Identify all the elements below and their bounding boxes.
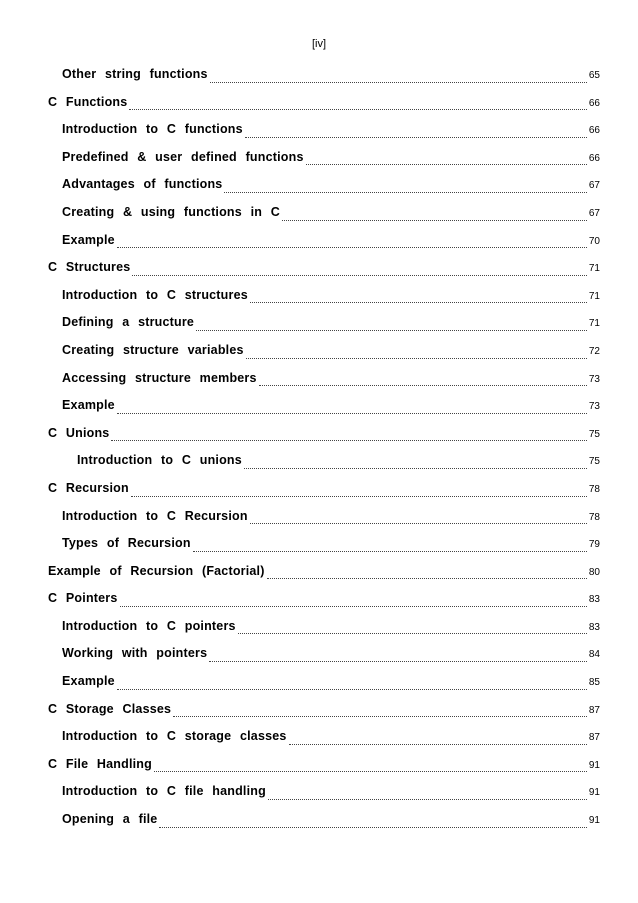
toc-dot-leader xyxy=(173,716,587,717)
toc-entry-title: Other string functions xyxy=(62,67,208,81)
toc-entry[interactable] xyxy=(48,149,600,177)
toc-entry-title: Working with pointers xyxy=(62,646,208,661)
toc-entry-page: 72 xyxy=(588,345,600,357)
toc-entry-title: Example xyxy=(62,674,115,689)
toc-entry-page: 78 xyxy=(588,511,600,523)
page-number: [iv] xyxy=(311,38,327,50)
toc-entry[interactable] xyxy=(48,811,600,839)
toc-dot-leader xyxy=(117,413,587,414)
toc-entry-page: 91 xyxy=(588,815,600,827)
toc-dot-leader xyxy=(250,302,587,303)
toc-entry[interactable] xyxy=(48,480,600,508)
toc-entry-page: 83 xyxy=(588,594,600,606)
toc-entry[interactable] xyxy=(48,425,600,453)
toc-dot-leader xyxy=(250,523,587,524)
toc-entry-page: 66 xyxy=(588,125,600,137)
toc-entry[interactable] xyxy=(48,783,600,811)
toc-dot-leader xyxy=(132,275,586,276)
toc-entry-title: Defining a structure xyxy=(62,315,195,330)
toc-entry-title: Introduction to C functions xyxy=(62,122,243,137)
toc-dot-leader xyxy=(117,247,587,248)
toc-entry-page: 73 xyxy=(588,401,600,413)
toc-entry-page: 91 xyxy=(588,759,600,771)
toc-dot-leader xyxy=(267,578,587,579)
toc-entry[interactable] xyxy=(48,204,600,232)
toc-dot-leader xyxy=(238,633,587,634)
toc-entry[interactable] xyxy=(48,563,600,591)
toc-entry-title: C Pointers xyxy=(48,591,118,606)
toc-entry-page: 80 xyxy=(588,566,600,578)
toc-entry[interactable] xyxy=(48,508,600,536)
toc-dot-leader xyxy=(120,606,587,607)
toc-entry-title: Introduction to C pointers xyxy=(62,618,236,633)
toc-entry[interactable] xyxy=(48,756,600,784)
toc-dot-leader xyxy=(117,689,587,690)
toc-entry-title: C Functions xyxy=(48,94,128,109)
toc-entry-page: 70 xyxy=(588,235,600,247)
toc-dot-leader xyxy=(159,827,586,828)
toc-entry-page: 91 xyxy=(588,787,600,799)
toc-entry[interactable] xyxy=(48,728,600,756)
toc-dot-leader xyxy=(282,220,587,221)
toc-entry-page: 71 xyxy=(588,290,600,302)
toc-dot-leader xyxy=(210,82,587,83)
toc-entry-page: 78 xyxy=(588,483,600,495)
toc-entry-page: 83 xyxy=(588,621,600,633)
toc-dot-leader xyxy=(224,192,586,193)
toc-entry[interactable] xyxy=(48,94,600,122)
toc-entry[interactable] xyxy=(48,618,600,646)
toc-entry-title: C Structures xyxy=(48,260,131,275)
toc-entry-title: C Unions xyxy=(48,425,110,440)
toc-entry-title: C File Handling xyxy=(48,756,152,771)
toc-entry-title: Example xyxy=(62,398,115,413)
toc-entry[interactable] xyxy=(48,314,600,342)
toc-entry-page: 75 xyxy=(588,428,600,440)
toc-entry[interactable] xyxy=(48,673,600,701)
toc-entry-title: Introduction to C Recursion xyxy=(62,508,248,523)
toc-entry-title: Example xyxy=(62,232,115,247)
toc-entry-title: Introduction to C storage classes xyxy=(62,729,287,744)
toc-entry-title: C Recursion xyxy=(48,480,129,495)
toc-entry-title: C Storage Classes xyxy=(48,701,172,716)
toc-entry[interactable] xyxy=(48,645,600,673)
toc-entry-title: Opening a file xyxy=(62,812,158,827)
toc-entry-title: Introduction to C structures xyxy=(62,287,248,302)
toc-dot-leader xyxy=(111,440,586,441)
toc-dot-leader xyxy=(306,164,587,165)
toc-entry-title: Predefined & user defined functions xyxy=(62,149,304,164)
toc-entry-page: 85 xyxy=(588,677,600,689)
table-of-contents xyxy=(48,66,600,839)
toc-entry[interactable] xyxy=(48,121,600,149)
toc-entry-page: 87 xyxy=(588,704,600,716)
toc-entry-page: 66 xyxy=(588,97,600,109)
toc-entry[interactable] xyxy=(48,259,600,287)
toc-entry-title: Introduction to C unions xyxy=(77,453,242,468)
toc-entry-page: 71 xyxy=(588,263,600,275)
toc-entry-title: Creating & using functions in C xyxy=(62,204,281,219)
toc-entry-title: Advantages of functions xyxy=(62,177,223,192)
toc-entry-page: 66 xyxy=(588,152,600,164)
toc-dot-leader xyxy=(245,137,587,138)
toc-entry[interactable] xyxy=(48,397,600,425)
toc-dot-leader xyxy=(193,551,587,552)
toc-entry-title: Accessing structure members xyxy=(62,370,257,385)
toc-entry-page: 87 xyxy=(588,732,600,744)
toc-dot-leader xyxy=(209,661,587,662)
toc-dot-leader xyxy=(131,496,587,497)
toc-entry[interactable] xyxy=(48,342,600,370)
toc-dot-leader xyxy=(259,385,587,386)
toc-entry-page: 71 xyxy=(588,318,600,330)
toc-dot-leader xyxy=(246,358,587,359)
toc-entry[interactable] xyxy=(48,590,600,618)
toc-entry[interactable] xyxy=(48,287,600,315)
toc-dot-leader xyxy=(129,109,586,110)
toc-entry[interactable] xyxy=(48,452,600,480)
toc-entry[interactable] xyxy=(48,232,600,260)
toc-entry[interactable] xyxy=(48,176,600,204)
toc-entry[interactable] xyxy=(48,66,600,94)
toc-entry-page: 79 xyxy=(588,539,600,551)
toc-dot-leader xyxy=(244,468,587,469)
toc-entry-title: Introduction to C file handling xyxy=(62,784,266,799)
toc-dot-leader xyxy=(268,799,587,800)
toc-dot-leader xyxy=(154,771,587,772)
toc-entry-page: 75 xyxy=(588,456,600,468)
toc-entry[interactable] xyxy=(48,701,600,729)
toc-entry-page: 65 xyxy=(588,70,600,81)
toc-dot-leader xyxy=(196,330,587,331)
toc-entry-page: 84 xyxy=(588,649,600,661)
toc-entry-page: 67 xyxy=(588,180,600,192)
toc-entry-title: Example of Recursion (Factorial) xyxy=(48,563,265,578)
toc-entry-page: 73 xyxy=(588,373,600,385)
toc-entry-title: Types of Recursion xyxy=(62,536,191,551)
toc-entry[interactable] xyxy=(48,370,600,398)
toc-entry-page: 67 xyxy=(588,207,600,219)
toc-entry-title: Creating structure variables xyxy=(62,342,244,357)
toc-dot-leader xyxy=(289,744,587,745)
toc-entry[interactable] xyxy=(48,535,600,563)
